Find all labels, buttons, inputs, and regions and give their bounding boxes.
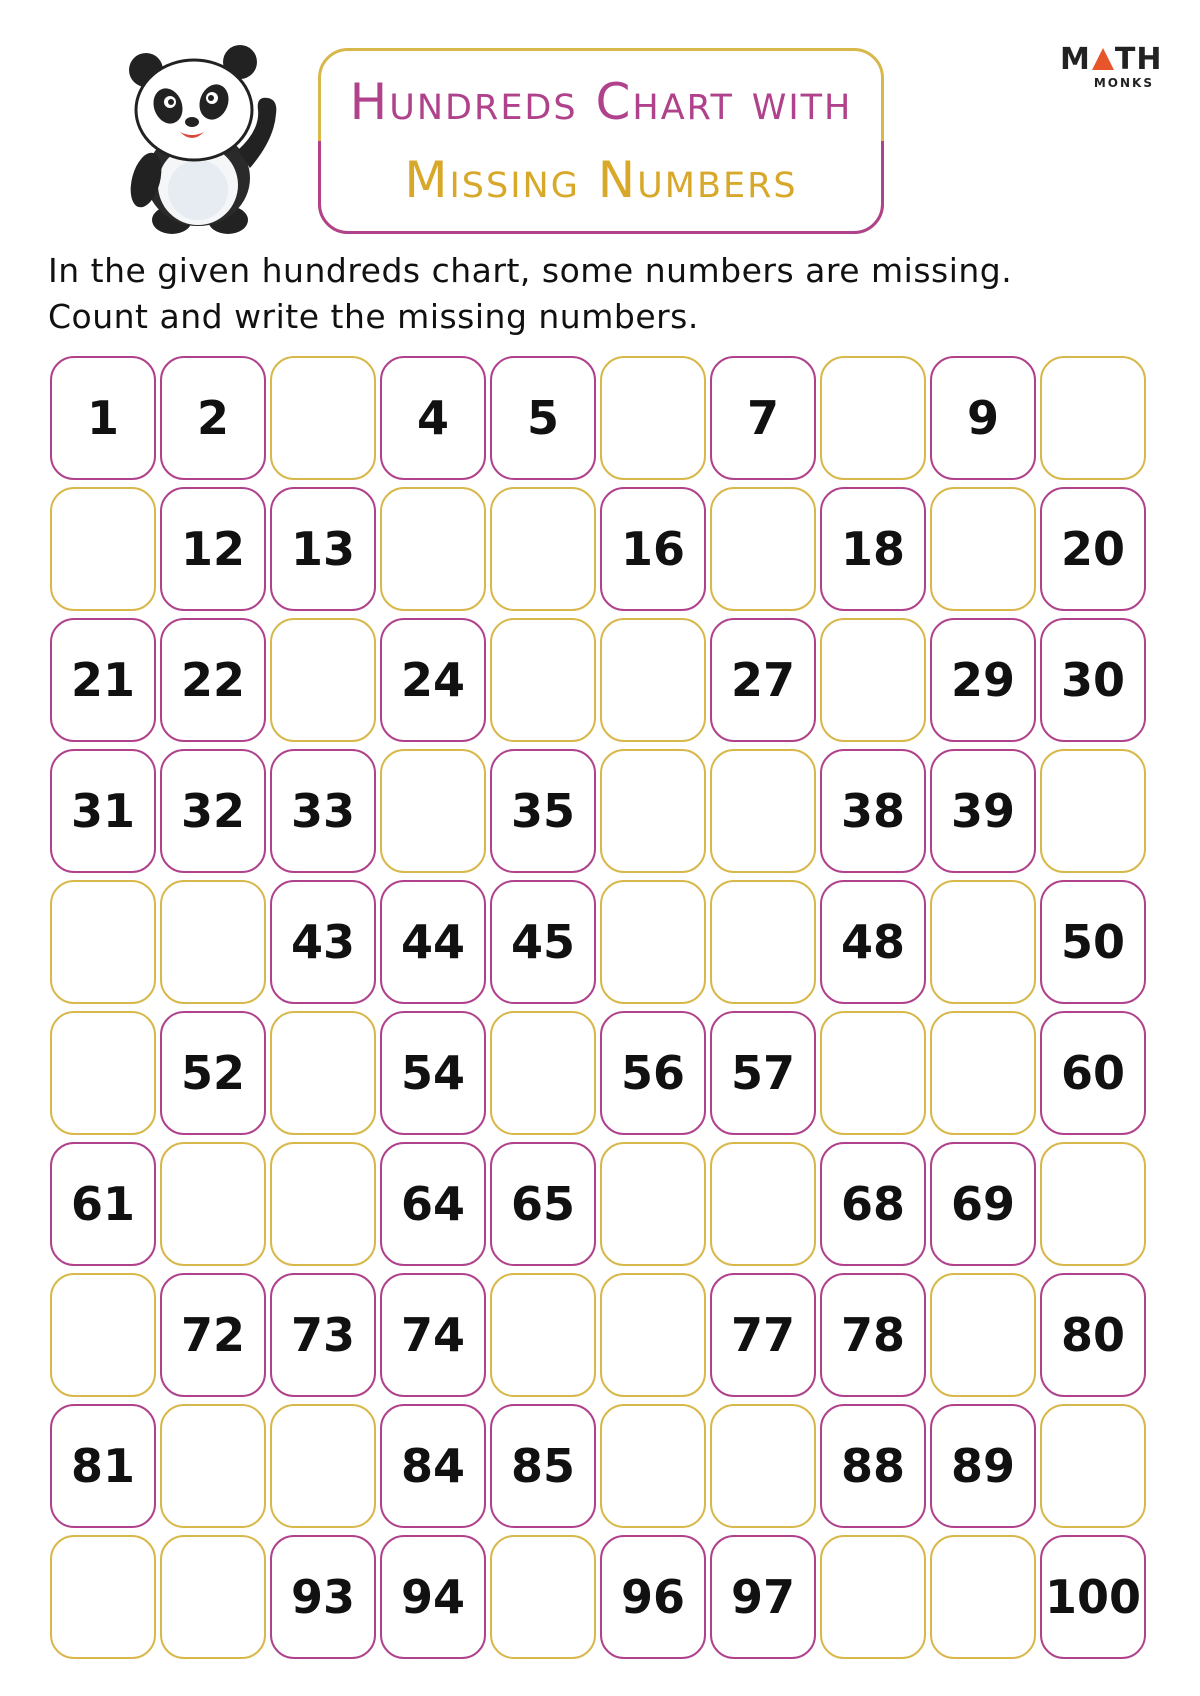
- page-title-line-2: Missing Numbers: [404, 151, 798, 209]
- number-cell: 54: [380, 1011, 486, 1135]
- number-cell: 94: [380, 1535, 486, 1659]
- number-cell: 72: [160, 1273, 266, 1397]
- empty-number-cell[interactable]: [380, 487, 486, 611]
- empty-number-cell[interactable]: [50, 1535, 156, 1659]
- empty-number-cell[interactable]: [50, 1273, 156, 1397]
- number-cell: 44: [380, 880, 486, 1004]
- hundreds-chart-grid: [50, 356, 1150, 1656]
- empty-number-cell[interactable]: [490, 1535, 596, 1659]
- empty-number-cell[interactable]: [600, 880, 706, 1004]
- number-cell: 13: [270, 487, 376, 611]
- empty-number-cell[interactable]: [270, 618, 376, 742]
- empty-number-cell[interactable]: [820, 1535, 926, 1659]
- number-cell: 22: [160, 618, 266, 742]
- number-cell: 9: [930, 356, 1036, 480]
- number-cell: 65: [490, 1142, 596, 1266]
- logo-letters-th: TH: [1114, 42, 1163, 77]
- logo-subtitle: MONKS: [1093, 76, 1154, 90]
- empty-number-cell[interactable]: [600, 1273, 706, 1397]
- number-cell: 97: [710, 1535, 816, 1659]
- number-cell: 45: [490, 880, 596, 1004]
- page-title-line-1: Hundreds Chart with: [349, 73, 853, 131]
- number-cell: 80: [1040, 1273, 1146, 1397]
- number-cell: 12: [160, 487, 266, 611]
- number-cell: 2: [160, 356, 266, 480]
- number-cell: 4: [380, 356, 486, 480]
- number-cell: 74: [380, 1273, 486, 1397]
- number-cell: 48: [820, 880, 926, 1004]
- empty-number-cell[interactable]: [930, 880, 1036, 1004]
- number-cell: 89: [930, 1404, 1036, 1528]
- number-cell: 24: [380, 618, 486, 742]
- number-cell: 39: [930, 749, 1036, 873]
- number-cell: 1: [50, 356, 156, 480]
- logo-wordmark: [1060, 42, 1162, 77]
- logo-letter-m: M: [1060, 42, 1091, 77]
- empty-number-cell[interactable]: [930, 1535, 1036, 1659]
- empty-number-cell[interactable]: [710, 1142, 816, 1266]
- empty-number-cell[interactable]: [930, 1011, 1036, 1135]
- number-cell: 56: [600, 1011, 706, 1135]
- number-cell: 21: [50, 618, 156, 742]
- triangle-icon: [1092, 48, 1114, 70]
- number-cell: 50: [1040, 880, 1146, 1004]
- number-cell: 29: [930, 618, 1036, 742]
- number-cell: 30: [1040, 618, 1146, 742]
- empty-number-cell[interactable]: [710, 880, 816, 1004]
- empty-number-cell[interactable]: [160, 1535, 266, 1659]
- number-cell: 100: [1040, 1535, 1146, 1659]
- number-cell: 68: [820, 1142, 926, 1266]
- number-cell: 5: [490, 356, 596, 480]
- empty-number-cell[interactable]: [490, 487, 596, 611]
- empty-number-cell[interactable]: [270, 1011, 376, 1135]
- empty-number-cell[interactable]: [710, 1404, 816, 1528]
- empty-number-cell[interactable]: [490, 618, 596, 742]
- number-cell: 27: [710, 618, 816, 742]
- empty-number-cell[interactable]: [710, 487, 816, 611]
- number-cell: 64: [380, 1142, 486, 1266]
- number-cell: 85: [490, 1404, 596, 1528]
- number-cell: 16: [600, 487, 706, 611]
- empty-number-cell[interactable]: [600, 618, 706, 742]
- number-cell: 61: [50, 1142, 156, 1266]
- number-cell: 60: [1040, 1011, 1146, 1135]
- number-cell: 33: [270, 749, 376, 873]
- number-cell: 20: [1040, 487, 1146, 611]
- empty-number-cell[interactable]: [930, 1273, 1036, 1397]
- empty-number-cell[interactable]: [600, 356, 706, 480]
- empty-number-cell[interactable]: [160, 1142, 266, 1266]
- empty-number-cell[interactable]: [600, 1142, 706, 1266]
- empty-number-cell[interactable]: [50, 487, 156, 611]
- instructions: [48, 248, 1158, 340]
- number-cell: 96: [600, 1535, 706, 1659]
- number-cell: 77: [710, 1273, 816, 1397]
- number-cell: 38: [820, 749, 926, 873]
- empty-number-cell[interactable]: [1040, 1404, 1146, 1528]
- number-cell: 31: [50, 749, 156, 873]
- empty-number-cell[interactable]: [160, 880, 266, 1004]
- empty-number-cell[interactable]: [490, 1273, 596, 1397]
- empty-number-cell[interactable]: [600, 1404, 706, 1528]
- empty-number-cell[interactable]: [380, 749, 486, 873]
- math-monks-logo: [1060, 42, 1163, 92]
- number-cell: 73: [270, 1273, 376, 1397]
- empty-number-cell[interactable]: [50, 880, 156, 1004]
- number-cell: 69: [930, 1142, 1036, 1266]
- panda-icon: [110, 40, 290, 240]
- instructions-line-2: Count and write the missing numbers.: [48, 297, 699, 336]
- empty-number-cell[interactable]: [820, 1011, 926, 1135]
- number-cell: 7: [710, 356, 816, 480]
- empty-number-cell[interactable]: [490, 1011, 596, 1135]
- empty-number-cell[interactable]: [930, 487, 1036, 611]
- number-cell: 84: [380, 1404, 486, 1528]
- number-cell: 93: [270, 1535, 376, 1659]
- empty-number-cell[interactable]: [1040, 1142, 1146, 1266]
- empty-number-cell[interactable]: [710, 749, 816, 873]
- empty-number-cell[interactable]: [820, 618, 926, 742]
- title-box: [318, 48, 884, 234]
- instructions-line-1: In the given hundreds chart, some numbers are missing.: [48, 251, 1013, 290]
- number-cell: 57: [710, 1011, 816, 1135]
- number-cell: 43: [270, 880, 376, 1004]
- number-cell: 32: [160, 749, 266, 873]
- empty-number-cell[interactable]: [270, 1404, 376, 1528]
- number-cell: 18: [820, 487, 926, 611]
- empty-number-cell[interactable]: [600, 749, 706, 873]
- empty-number-cell[interactable]: [50, 1011, 156, 1135]
- number-cell: 35: [490, 749, 596, 873]
- empty-number-cell[interactable]: [270, 1142, 376, 1266]
- empty-number-cell[interactable]: [270, 356, 376, 480]
- number-cell: 52: [160, 1011, 266, 1135]
- number-cell: 81: [50, 1404, 156, 1528]
- empty-number-cell[interactable]: [820, 356, 926, 480]
- number-cell: 88: [820, 1404, 926, 1528]
- empty-number-cell[interactable]: [1040, 356, 1146, 480]
- empty-number-cell[interactable]: [160, 1404, 266, 1528]
- empty-number-cell[interactable]: [1040, 749, 1146, 873]
- number-cell: 78: [820, 1273, 926, 1397]
